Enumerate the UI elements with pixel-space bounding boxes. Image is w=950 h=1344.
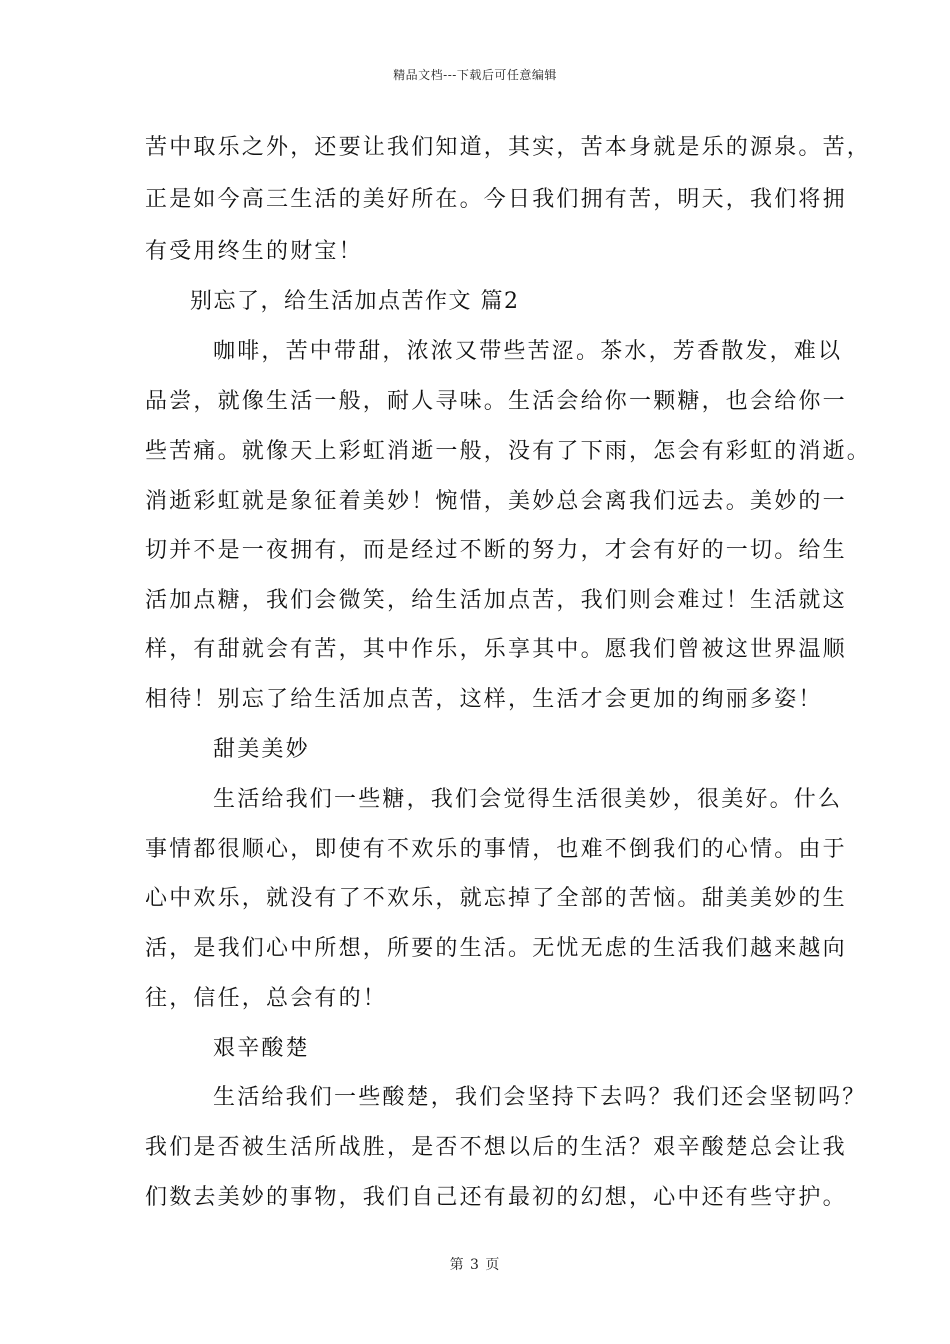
body-line: 相待！别忘了给生活加点苦，这样，生活才会更加的绚丽多姿！ — [145, 687, 823, 712]
body-line: 切并不是一夜拥有，而是经过不断的努力，才会有好的一切。给生 — [145, 538, 847, 563]
body-line: 们数去美妙的事物，我们自己还有最初的幻想，心中还有些守护。 — [145, 1185, 847, 1210]
section-heading: 别忘了，给生活加点苦作文 篇2 — [190, 289, 520, 314]
body-line: 心中欢乐，就没有了不欢乐，就忘掉了全部的苦恼。甜美美妙的生 — [145, 886, 847, 911]
subsection-heading: 甜美美妙 — [213, 737, 310, 762]
page-number: 第 3 页 — [449, 1257, 501, 1273]
body-line: 生活给我们一些糖，我们会觉得生活很美妙，很美好。什么 — [213, 787, 843, 812]
body-line: 品尝，就像生活一般，耐人寻味。生活会给你一颗糖，也会给你一 — [145, 389, 847, 414]
body-line: 事情都很顺心，即使有不欢乐的事情，也难不倒我们的心情。由于 — [145, 837, 847, 862]
body-line: 些苦痛。就像天上彩虹消逝一般，没有了下雨，怎会有彩虹的消逝。 — [145, 439, 872, 464]
body-line: 我们是否被生活所战胜，是否不想以后的生活？艰辛酸楚总会让我 — [145, 1135, 847, 1160]
body-line: 有受用终生的财宝！ — [145, 239, 363, 264]
body-line: 生活给我们一些酸楚，我们会坚持下去吗？我们还会坚韧吗？ — [213, 1085, 867, 1110]
subsection-heading: 艰辛酸楚 — [213, 1036, 310, 1061]
body-line: 消逝彩虹就是象征着美妙！惋惜，美妙总会离我们远去。美妙的一 — [145, 489, 847, 514]
body-line: 活，是我们心中所想，所要的生活。无忧无虑的生活我们越来越向 — [145, 936, 847, 961]
body-line: 苦中取乐之外，还要让我们知道，其实，苦本身就是乐的源泉。苦， — [145, 135, 872, 160]
body-line: 咖啡，苦中带甜，浓浓又带些苦涩。茶水，芳香散发，难以 — [213, 339, 843, 364]
body-line: 活加点糖，我们会微笑，给生活加点苦，我们则会难过！生活就这 — [145, 588, 847, 613]
page-header: 精品文档---下载后可任意编辑 — [393, 68, 557, 82]
body-line: 正是如今高三生活的美好所在。今日我们拥有苦，明天，我们将拥 — [145, 187, 847, 212]
body-line: 样，有甜就会有苦，其中作乐，乐享其中。愿我们曾被这世界温顺 — [145, 637, 847, 662]
body-line: 往，信任，总会有的！ — [145, 986, 388, 1011]
